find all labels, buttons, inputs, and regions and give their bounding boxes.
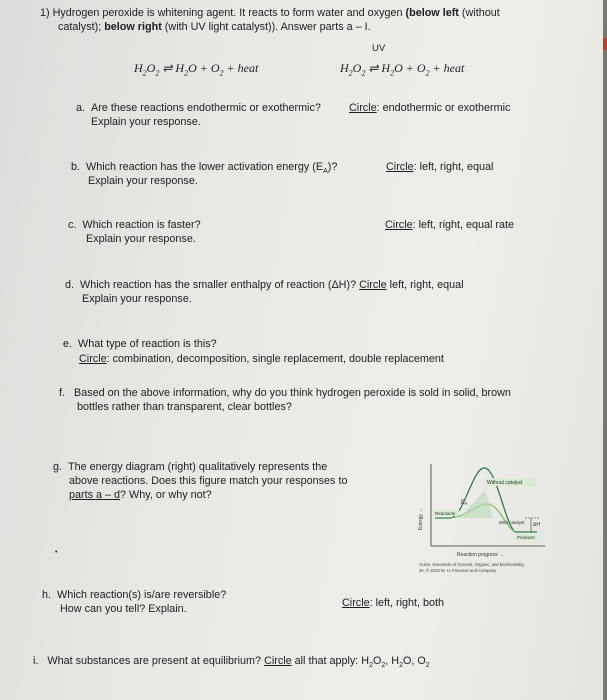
part-d-explain: Explain your response.: [82, 293, 192, 305]
part-i-question: i. What substances are present at equilibrium? Circle all that apply: $H_2O_2$, $H_2O$, $O_2$: [33, 655, 430, 670]
without-catalyst-label: Without catalyst: [487, 480, 523, 486]
part-b-explain: Explain your response.: [88, 175, 198, 187]
equation-right: $H_2O_2$ ⇌ $H_2O + O_2$ + heat: [340, 61, 465, 78]
part-f-question: f. Based on the above information, why do you think hydrogen peroxide is sold in solid, brown: [59, 387, 511, 399]
uv-label: UV: [372, 43, 386, 54]
part-a-question: a. Are these reactions endothermic or exothermic?: [76, 102, 321, 114]
question-1-intro-line2: [58, 20, 371, 34]
part-f-line2: bottles rather than transparent, clear bottles?: [77, 401, 292, 413]
question-number: 1): [40, 7, 50, 19]
part-d-question: d. Which reaction has the smaller enthalpy of reaction (ΔH)? Circle left, right, equal: [65, 279, 464, 291]
part-c-question: c. Which reaction is faster?: [68, 219, 201, 231]
part-g-line2: above reactions. Does this figure match your responses to: [69, 475, 348, 487]
products-label: Products: [517, 535, 535, 540]
part-h-options: Circle: left, right, both: [342, 597, 445, 609]
intro-line2: catalyst);: [58, 21, 105, 33]
intro-line2-end: (with UV light catalyst)). Answer parts a – I.: [161, 21, 371, 33]
part-c-explain: Explain your response.: [86, 233, 196, 245]
dh-label: ΔH: [533, 522, 540, 528]
part-g-question: g. The energy diagram (right) qualitatively represents the: [53, 461, 328, 473]
part-a-options: Circle: endothermic or exothermic: [349, 102, 511, 114]
with-catalyst-label: With catalyst: [499, 520, 525, 525]
part-h-line2: How can you tell? Explain.: [60, 603, 187, 615]
part-b-options: Circle: left, right, equal: [386, 161, 494, 173]
part-g-line3: parts a – d? Why, or why not?: [69, 489, 212, 501]
part-e-options: Circle: combination, decomposition, single replacement, double replacement: [79, 353, 444, 365]
reactants-label: Reactants: [435, 511, 456, 516]
ea-label: Eₐ: [461, 500, 468, 506]
x-axis-label: Reaction progress →: [457, 552, 504, 558]
equation-left: $H_2O_2$ ⇌ $H_2O + O_2$ + heat: [134, 61, 259, 78]
part-c-options: Circle: left, right, equal rate: [385, 219, 515, 231]
stray-mark: •: [55, 549, 58, 556]
energy-diagram: [415, 460, 575, 582]
photo-edge: [603, 0, 607, 700]
part-b-question: b. Which reaction has the lower activation energy $(E_A)$?: [71, 161, 338, 176]
question-1-intro: [40, 6, 500, 20]
y-axis-label: Energy →: [418, 507, 424, 530]
credit-line1: Guinn, Essentials of General, Organic, and Biochemistry,: [419, 562, 525, 567]
intro-line1: Hydrogen peroxide is whitening agent. It reacts to form water and oxygen: [52, 7, 406, 19]
credit-line2: 3e, © 2019 W. H. Freeman and Company: [419, 568, 497, 573]
part-a-explain: Explain your response.: [91, 116, 201, 128]
intro-line1-end: (without: [458, 7, 500, 19]
part-e-question: e. What type of reaction is this?: [63, 338, 217, 350]
part-h-question: h. Which reaction(s) is/are reversible?: [42, 589, 227, 601]
red-tab-mark: [603, 38, 607, 50]
intro-bold-left: (below left: [405, 7, 459, 19]
intro-bold-right: below right: [104, 21, 162, 33]
